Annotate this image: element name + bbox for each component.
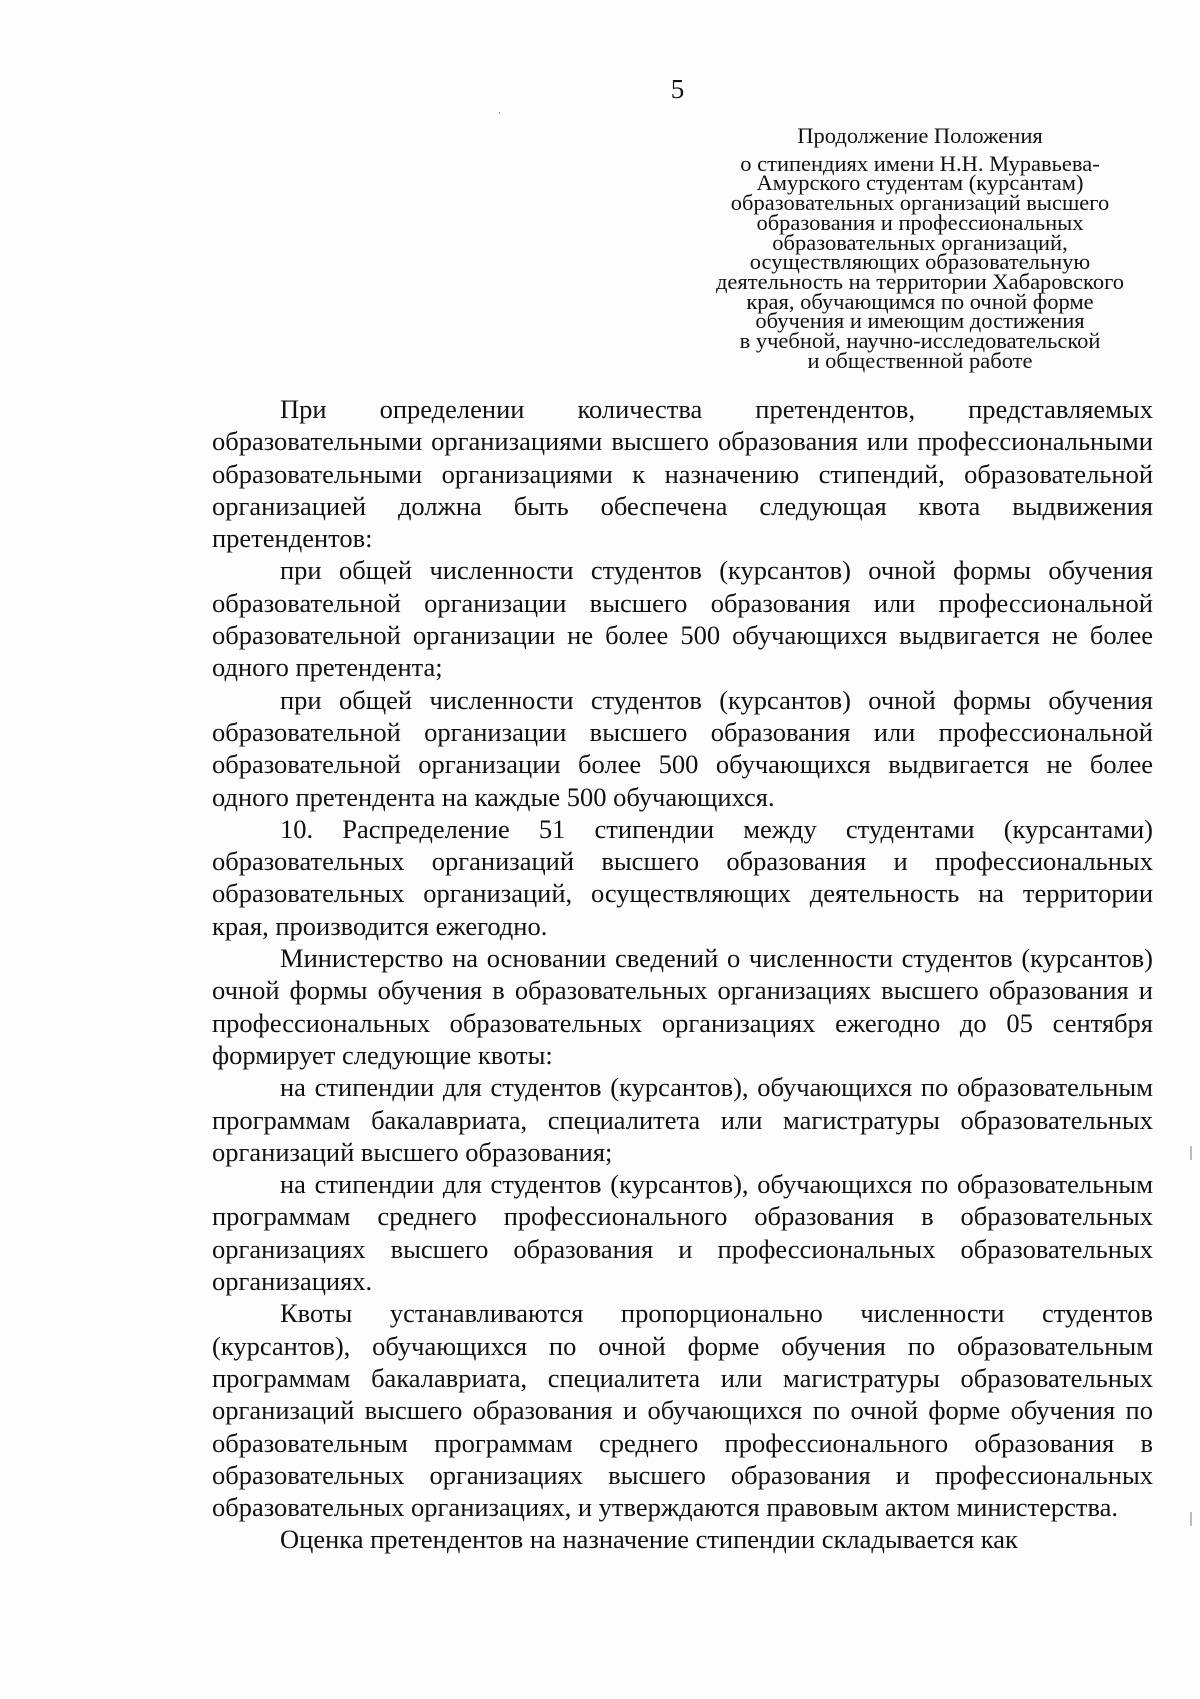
paragraph-quota-higher-ed: на стипендии для студентов (курсантов), обучающихся по образовательным программам бакалавриата, специалитета или магистратуры образовательных организаций высшего образования; <box>212 1072 1153 1167</box>
header-line: образовательных организаций, <box>772 229 1068 255</box>
header-line: образования и профессиональных <box>756 209 1084 235</box>
header-line: обучения и имеющим достижения <box>755 308 1085 334</box>
paragraph-quota-intro: При определении количества претендентов, представляемых образовательными организациями высшего образования или профессиональными образовательными организациями к назначению стипендий, образовательной организацией должна быть обеспечена следующая квота выдвижения претендентов: <box>212 394 1153 554</box>
paragraph-ministry-quotas: Министерство на основании сведений о численности студентов (курсантов) очной формы обучения в образовательных организациях высшего образования и профессиональных образовательных организациях ежегодно до 05 сентября формирует следующие квоты: <box>212 943 1153 1070</box>
scan-artifact <box>1190 1146 1192 1160</box>
page-number: 5 <box>670 74 685 104</box>
header-line: и общественной работе <box>807 347 1033 373</box>
header-line: Продолжение Положения <box>797 123 1043 148</box>
paragraph-assessment: Оценка претендентов на назначение стипендии складывается как <box>280 1524 1018 1555</box>
header-line: о стипендиях имени Н.Н. Муравьева- <box>740 150 1100 176</box>
document-body <box>212 393 1153 1556</box>
paragraph-quota-vocational: на стипендии для студентов (курсантов), обучающихся по образовательным программам среднего профессионального образования в образовательных организациях высшего образования и профессиональных образовательных организациях. <box>212 1169 1153 1297</box>
paragraph-quota-under-500: при общей численности студентов (курсантов) очной формы обучения образовательной организации высшего образования или профессиональной образовательной организации не более 500 обучающихся выдвигается не более одного претендента; <box>212 555 1153 683</box>
header-line: деятельность на территории Хабаровского <box>715 268 1124 294</box>
header-line: осуществляющих образовательную <box>749 249 1091 275</box>
header-line: края, обучающимся по очной форме <box>746 288 1094 314</box>
paragraph-quota-proportional: Квоты устанавливаются пропорционально численности студентов (курсантов), обучающихся по очной форме обучения по образовательным программам бакалавриата, специалитета или магистратуры образовательных организаций высшего образования и обучающихся по очной форме обучения по образовательным программам среднего профессионального образования в образовательных организациях высшего образования и профессиональных образовательных организациях, и утверждаются правовым актом министерства. <box>212 1298 1153 1523</box>
scan-artifact <box>499 112 500 114</box>
appendix-header <box>690 123 1150 373</box>
paragraph-quota-over-500: при общей численности студентов (курсантов) очной формы обучения образовательной организации высшего образования или профессиональной образовательной организации более 500 обучающихся выдвигается не более одного претендента на каждые 500 обучающихся. <box>212 684 1153 812</box>
paragraph-item-10: 10. Распределение 51 стипендии между студентами (курсантами) образовательных организаций высшего образования и профессиональных образовательных организаций, осуществляющих деятельность на территории края, производится ежегодно. <box>212 813 1153 941</box>
header-line: Амурского студентам (курсантам) <box>756 170 1084 196</box>
header-line: образовательных организаций высшего <box>730 190 1110 216</box>
header-line: в учебной, научно-исследовательской <box>739 328 1101 354</box>
scan-artifact <box>1190 1512 1192 1526</box>
